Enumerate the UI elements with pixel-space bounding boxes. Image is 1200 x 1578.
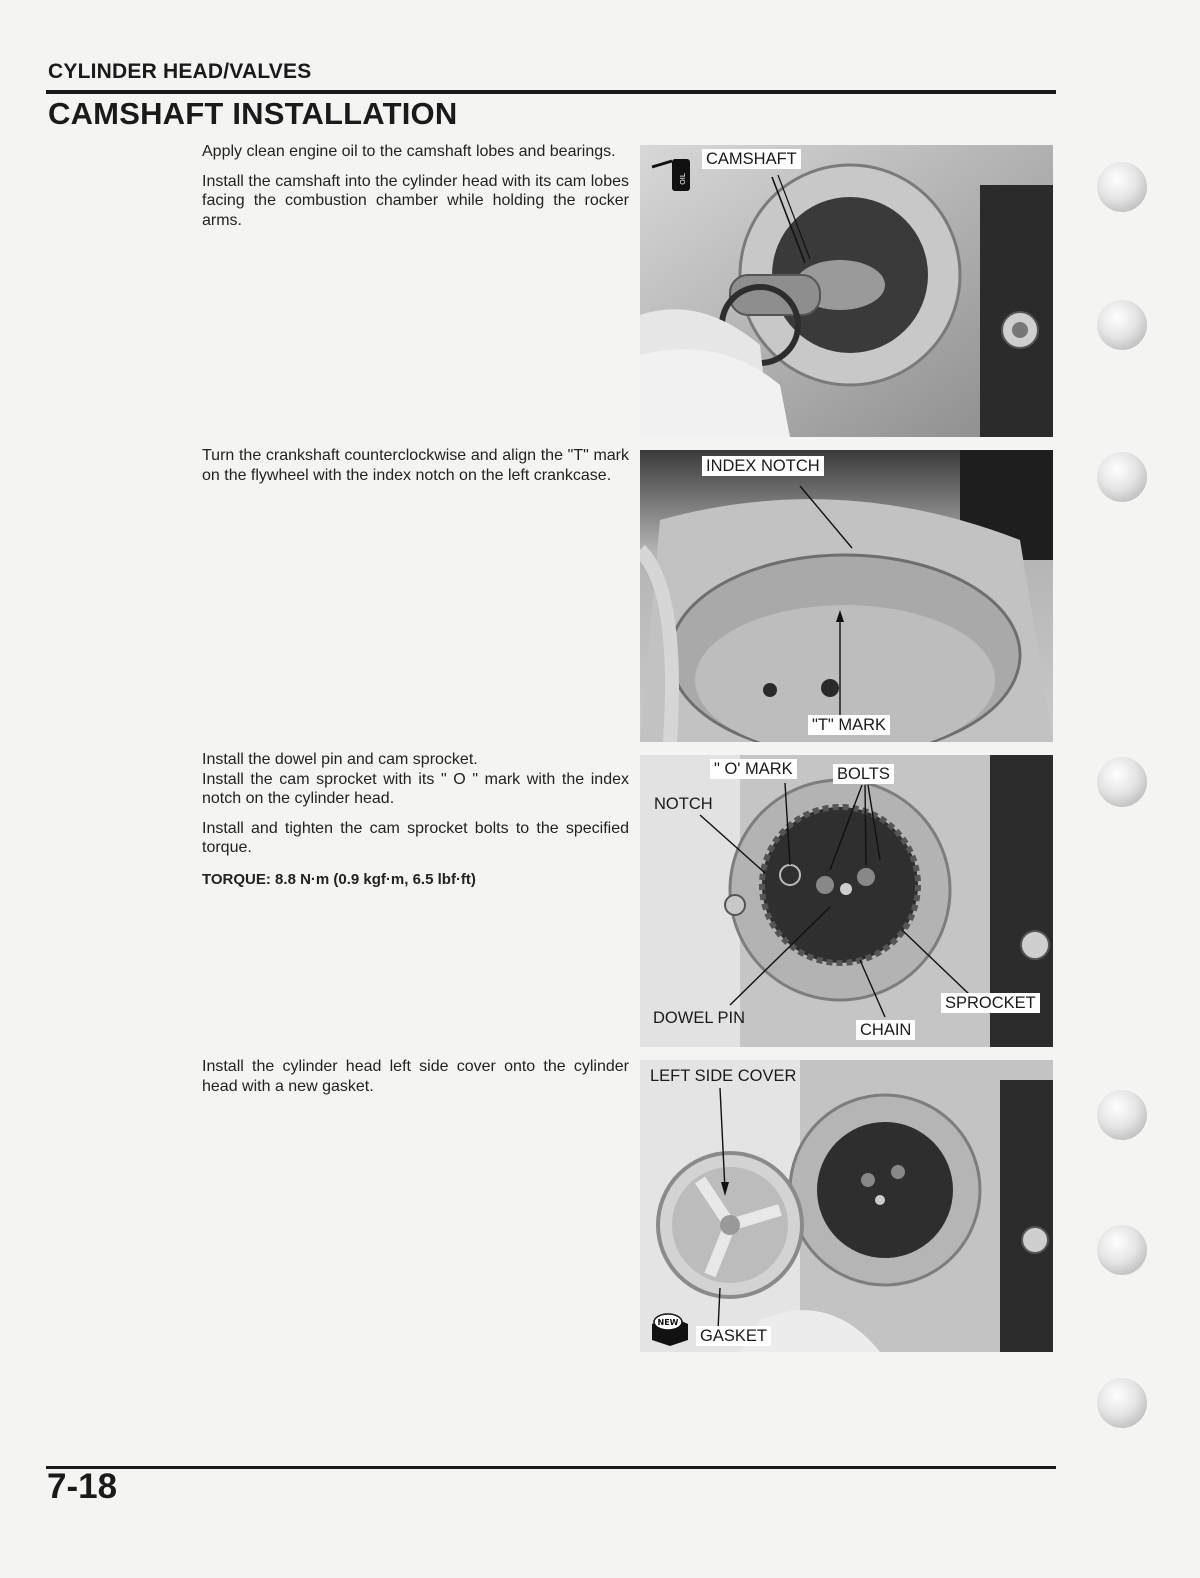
callout-o-mark: " O' MARK — [710, 759, 797, 779]
callout-notch: NOTCH — [654, 795, 713, 813]
oil-can-icon — [650, 153, 696, 193]
section-title: CYLINDER HEAD/VALVES — [48, 60, 312, 83]
oil-label: OIL — [679, 173, 687, 185]
footer-rule — [46, 1466, 1056, 1469]
binder-hole — [1097, 300, 1147, 350]
step-3-text — [202, 750, 629, 889]
figure-left-cover-photo — [640, 1060, 1053, 1352]
binder-hole — [1097, 1090, 1147, 1140]
callout-bolts: BOLTS — [833, 764, 894, 784]
step-3-para-2: Install the cam sprocket with its " O " mark with the index notch on the cylinder head. — [202, 770, 629, 807]
callout-index-notch: INDEX NOTCH — [702, 456, 824, 476]
step-3-para-1: Install the dowel pin and cam sprocket. — [202, 751, 478, 768]
page-number: 7-18 — [47, 1467, 118, 1506]
binder-hole — [1097, 452, 1147, 502]
new-label: NEW — [657, 1318, 679, 1327]
callout-dowel-pin: DOWEL PIN — [653, 1009, 745, 1027]
callout-t-mark: "T" MARK — [808, 715, 890, 735]
left-cover-photo-illustration — [640, 1060, 1053, 1352]
step-1-para-2: Install the camshaft into the cylinder head with its cam lobes facing the combustion chamber while holding the rocker arms. — [202, 172, 629, 229]
callout-sprocket: SPROCKET — [941, 993, 1040, 1013]
step-4-para-1: Install the cylinder head left side cover onto the cylinder head with a new gasket. — [202, 1058, 629, 1095]
binder-hole — [1097, 757, 1147, 807]
step-3-para-3: Install and tighten the cam sprocket bolts to the specified torque. — [202, 819, 629, 856]
binder-hole — [1097, 1378, 1147, 1428]
figure-sprocket-photo — [640, 755, 1053, 1047]
callout-camshaft: CAMSHAFT — [702, 149, 801, 169]
callout-gasket: GASKET — [696, 1326, 771, 1346]
figure-camshaft-photo — [640, 145, 1053, 437]
torque-spec: TORQUE: 8.8 N·m (0.9 kgf·m, 6.5 lbf·ft) — [202, 870, 476, 888]
step-1-text — [202, 142, 629, 240]
flywheel-photo-illustration — [640, 450, 1053, 742]
camshaft-photo-illustration — [640, 145, 1053, 437]
callout-chain: CHAIN — [856, 1020, 915, 1040]
header-rule — [46, 90, 1056, 94]
page-title: CAMSHAFT INSTALLATION — [48, 96, 458, 131]
binder-hole — [1097, 162, 1147, 212]
binder-hole — [1097, 1225, 1147, 1275]
figure-flywheel-photo — [640, 450, 1053, 742]
step-2-text — [202, 446, 629, 495]
new-part-icon — [648, 1308, 692, 1346]
step-2-para-1: Turn the crankshaft counterclockwise and align the "T" mark on the flywheel with the index notch on the left crankcase. — [202, 447, 629, 484]
step-4-text — [202, 1057, 629, 1106]
callout-left-side-cover: LEFT SIDE COVER — [650, 1067, 797, 1085]
step-1-para-1: Apply clean engine oil to the camshaft lobes and bearings. — [202, 143, 616, 160]
